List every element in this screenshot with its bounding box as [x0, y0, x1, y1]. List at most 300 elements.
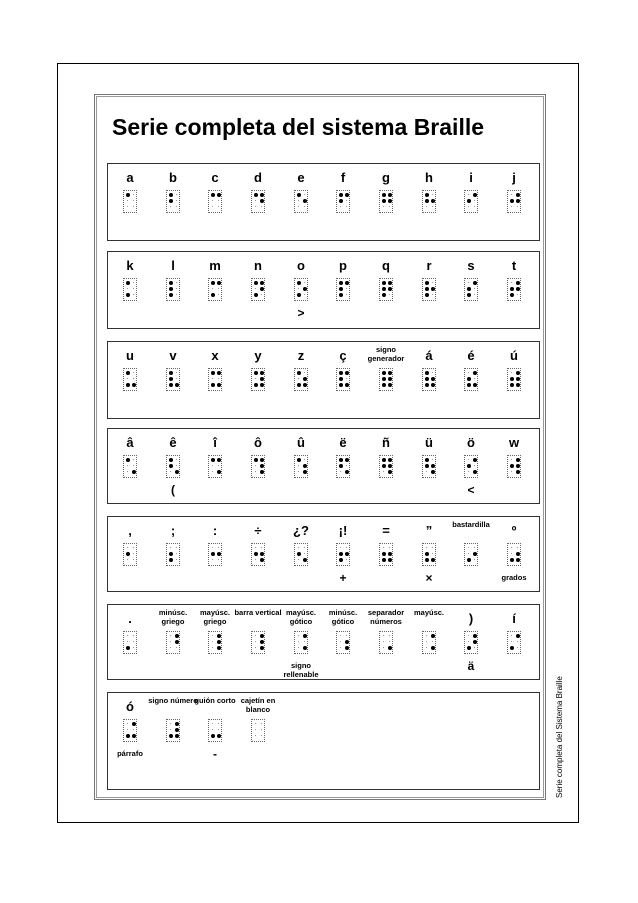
empty-dot	[432, 553, 434, 555]
empty-dot	[133, 559, 135, 561]
raised-dot	[388, 383, 392, 387]
raised-dot	[516, 193, 520, 197]
raised-dot	[382, 371, 386, 375]
empty-dot	[346, 200, 348, 202]
empty-dot	[298, 547, 300, 549]
raised-dot	[303, 377, 307, 381]
raised-dot	[339, 193, 343, 197]
braille-cell-label: c	[211, 170, 219, 185]
raised-dot	[467, 646, 471, 650]
braille-dot-cell	[208, 278, 222, 301]
braille-cell	[151, 429, 195, 503]
raised-dot	[345, 470, 349, 474]
braille-cell-label: á	[425, 348, 433, 363]
empty-dot	[298, 635, 300, 637]
braille-cell	[449, 252, 493, 328]
braille-cell	[108, 429, 152, 503]
raised-dot	[303, 646, 307, 650]
empty-dot	[304, 282, 306, 284]
empty-dot	[176, 465, 178, 467]
braille-cell-label: guión corto	[194, 696, 236, 705]
empty-dot	[255, 206, 257, 208]
braille-cell-label: j	[512, 170, 516, 185]
empty-dot	[468, 641, 470, 643]
raised-dot	[388, 646, 392, 650]
raised-dot	[211, 383, 215, 387]
raised-dot	[175, 634, 179, 638]
braille-dot-cell	[123, 719, 137, 742]
empty-dot	[255, 559, 257, 561]
raised-dot	[382, 558, 386, 562]
empty-dot	[426, 647, 428, 649]
empty-dot	[261, 547, 263, 549]
raised-dot	[303, 558, 307, 562]
raised-dot	[388, 464, 392, 468]
empty-dot	[432, 294, 434, 296]
empty-dot	[127, 465, 129, 467]
raised-dot	[431, 287, 435, 291]
raised-dot	[516, 199, 520, 203]
raised-dot	[260, 377, 264, 381]
raised-dot	[431, 558, 435, 562]
empty-dot	[468, 282, 470, 284]
empty-dot	[426, 206, 428, 208]
empty-dot	[383, 547, 385, 549]
braille-dot-cell	[251, 455, 265, 478]
braille-dot-cell	[166, 455, 180, 478]
raised-dot	[339, 458, 343, 462]
braille-dot-cell	[507, 631, 521, 654]
braille-cell	[321, 164, 365, 240]
braille-dot-cell	[336, 543, 350, 566]
raised-dot	[211, 552, 215, 556]
raised-dot	[345, 646, 349, 650]
empty-dot	[511, 547, 513, 549]
raised-dot	[217, 470, 221, 474]
empty-dot	[261, 735, 263, 737]
braille-dot-cell	[379, 190, 393, 213]
braille-cell-label: ,	[128, 523, 132, 538]
raised-dot	[382, 552, 386, 556]
raised-dot	[516, 287, 520, 291]
empty-dot	[511, 372, 513, 374]
empty-dot	[511, 635, 513, 637]
raised-dot	[388, 470, 392, 474]
empty-dot	[383, 471, 385, 473]
braille-dot-cell	[123, 455, 137, 478]
raised-dot	[425, 383, 429, 387]
empty-dot	[127, 559, 129, 561]
raised-dot	[425, 281, 429, 285]
braille-cell	[321, 342, 365, 418]
raised-dot	[217, 371, 221, 375]
empty-dot	[133, 194, 135, 196]
empty-dot	[218, 288, 220, 290]
empty-dot	[474, 559, 476, 561]
raised-dot	[345, 458, 349, 462]
raised-dot	[260, 287, 264, 291]
raised-dot	[473, 281, 477, 285]
braille-cell	[407, 252, 451, 328]
braille-cell-label: ü	[425, 435, 433, 450]
empty-dot	[212, 288, 214, 290]
braille-cell	[492, 342, 536, 418]
braille-cell	[321, 252, 365, 328]
empty-dot	[212, 378, 214, 380]
raised-dot	[339, 287, 343, 291]
empty-dot	[346, 465, 348, 467]
braille-cell-alt-label: ×	[425, 571, 433, 585]
raised-dot	[254, 383, 258, 387]
empty-dot	[517, 206, 519, 208]
empty-dot	[346, 635, 348, 637]
empty-dot	[176, 378, 178, 380]
empty-dot	[212, 206, 214, 208]
empty-dot	[133, 641, 135, 643]
braille-cell-label: â	[126, 435, 134, 450]
raised-dot	[516, 558, 520, 562]
empty-dot	[255, 465, 257, 467]
raised-dot	[510, 287, 514, 291]
braille-cell-label: mayúsc. griego	[199, 608, 231, 626]
braille-cell	[151, 517, 195, 591]
braille-dot-cell	[464, 543, 478, 566]
raised-dot	[388, 558, 392, 562]
braille-cell-label: minúsc. gótico	[328, 608, 358, 626]
raised-dot	[297, 293, 301, 297]
raised-dot	[425, 377, 429, 381]
empty-dot	[340, 641, 342, 643]
raised-dot	[297, 371, 301, 375]
braille-dot-cell	[166, 190, 180, 213]
braille-dot-cell	[294, 455, 308, 478]
raised-dot	[303, 470, 307, 474]
braille-dot-cell	[336, 455, 350, 478]
empty-dot	[426, 471, 428, 473]
raised-dot	[169, 552, 173, 556]
braille-cell-alt-label: +	[339, 571, 347, 585]
raised-dot	[169, 281, 173, 285]
braille-cell	[108, 252, 152, 328]
braille-cell	[108, 693, 152, 789]
raised-dot	[516, 552, 520, 556]
raised-dot	[388, 287, 392, 291]
braille-cell	[108, 605, 152, 679]
raised-dot	[169, 734, 173, 738]
raised-dot	[211, 293, 215, 297]
raised-dot	[132, 722, 136, 726]
empty-dot	[176, 206, 178, 208]
raised-dot	[260, 640, 264, 644]
raised-dot	[175, 470, 179, 474]
empty-dot	[255, 641, 257, 643]
raised-dot	[303, 634, 307, 638]
empty-dot	[176, 647, 178, 649]
empty-dot	[474, 288, 476, 290]
raised-dot	[175, 722, 179, 726]
braille-cell-label: x	[211, 348, 219, 363]
empty-dot	[426, 635, 428, 637]
braille-dot-cell	[294, 543, 308, 566]
empty-dot	[511, 459, 513, 461]
raised-dot	[382, 458, 386, 462]
braille-cell	[279, 517, 323, 591]
raised-dot	[339, 199, 343, 203]
raised-dot	[254, 193, 258, 197]
braille-dot-cell	[464, 631, 478, 654]
raised-dot	[297, 281, 301, 285]
braille-cell-label: î	[213, 435, 217, 450]
empty-dot	[474, 294, 476, 296]
braille-cell-label: ¿?	[293, 523, 309, 538]
empty-dot	[127, 200, 129, 202]
raised-dot	[339, 377, 343, 381]
raised-dot	[175, 383, 179, 387]
braille-dot-cell	[422, 278, 436, 301]
braille-dot-cell	[336, 278, 350, 301]
empty-dot	[511, 282, 513, 284]
empty-dot	[255, 288, 257, 290]
braille-cell-label: s	[467, 258, 475, 273]
braille-cell-label: =	[382, 523, 390, 538]
empty-dot	[298, 471, 300, 473]
braille-row-panel	[107, 516, 540, 592]
raised-dot	[211, 281, 215, 285]
raised-dot	[425, 371, 429, 375]
raised-dot	[382, 199, 386, 203]
raised-dot	[388, 199, 392, 203]
braille-cell-label: o	[297, 258, 305, 273]
empty-dot	[218, 547, 220, 549]
raised-dot	[303, 464, 307, 468]
empty-dot	[389, 547, 391, 549]
raised-dot	[260, 383, 264, 387]
braille-dot-cell	[507, 190, 521, 213]
empty-dot	[474, 647, 476, 649]
raised-dot	[467, 199, 471, 203]
empty-dot	[474, 378, 476, 380]
braille-cell	[321, 605, 365, 679]
raised-dot	[467, 293, 471, 297]
raised-dot	[175, 734, 179, 738]
empty-dot	[218, 206, 220, 208]
empty-dot	[176, 200, 178, 202]
raised-dot	[345, 552, 349, 556]
raised-dot	[516, 464, 520, 468]
empty-dot	[389, 206, 391, 208]
empty-dot	[340, 547, 342, 549]
empty-dot	[383, 206, 385, 208]
empty-dot	[261, 729, 263, 731]
empty-dot	[389, 294, 391, 296]
raised-dot	[260, 199, 264, 203]
braille-cell	[364, 164, 408, 240]
raised-dot	[339, 383, 343, 387]
raised-dot	[388, 377, 392, 381]
raised-dot	[217, 193, 221, 197]
empty-dot	[127, 641, 129, 643]
braille-dot-cell	[166, 278, 180, 301]
braille-cell	[193, 605, 237, 679]
raised-dot	[345, 193, 349, 197]
braille-cell-label: bastardilla	[452, 520, 490, 529]
empty-dot	[468, 206, 470, 208]
braille-dot-cell	[422, 455, 436, 478]
empty-dot	[212, 729, 214, 731]
raised-dot	[339, 464, 343, 468]
empty-dot	[517, 647, 519, 649]
braille-cell	[492, 252, 536, 328]
braille-cell-label: ô	[254, 435, 262, 450]
empty-dot	[255, 635, 257, 637]
empty-dot	[212, 465, 214, 467]
braille-dot-cell	[251, 368, 265, 391]
braille-cell	[151, 164, 195, 240]
side-caption: Serie completa del Sistema Braille	[555, 676, 564, 798]
raised-dot	[473, 640, 477, 644]
raised-dot	[382, 383, 386, 387]
raised-dot	[431, 377, 435, 381]
raised-dot	[169, 371, 173, 375]
empty-dot	[298, 559, 300, 561]
raised-dot	[211, 193, 215, 197]
empty-dot	[511, 194, 513, 196]
raised-dot	[260, 558, 264, 562]
empty-dot	[212, 200, 214, 202]
braille-cell	[492, 517, 536, 591]
braille-cell	[108, 517, 152, 591]
empty-dot	[218, 378, 220, 380]
braille-dot-cell	[166, 543, 180, 566]
raised-dot	[126, 293, 130, 297]
raised-dot	[126, 371, 130, 375]
raised-dot	[425, 293, 429, 297]
raised-dot	[126, 734, 130, 738]
braille-cell	[236, 252, 280, 328]
empty-dot	[255, 378, 257, 380]
raised-dot	[175, 728, 179, 732]
empty-dot	[474, 206, 476, 208]
empty-dot	[176, 459, 178, 461]
braille-cell	[236, 429, 280, 503]
raised-dot	[339, 552, 343, 556]
empty-dot	[176, 288, 178, 290]
empty-dot	[176, 547, 178, 549]
empty-dot	[133, 547, 135, 549]
braille-dot-cell	[379, 368, 393, 391]
braille-cell	[279, 164, 323, 240]
braille-dot-cell	[251, 543, 265, 566]
raised-dot	[303, 383, 307, 387]
raised-dot	[169, 458, 173, 462]
braille-cell	[236, 693, 280, 789]
raised-dot	[217, 640, 221, 644]
empty-dot	[304, 372, 306, 374]
braille-cell-label: :	[212, 523, 218, 538]
braille-dot-cell	[208, 543, 222, 566]
raised-dot	[126, 458, 130, 462]
raised-dot	[467, 383, 471, 387]
empty-dot	[304, 194, 306, 196]
empty-dot	[133, 206, 135, 208]
braille-cell-label: b	[169, 170, 177, 185]
raised-dot	[382, 287, 386, 291]
braille-dot-cell	[166, 719, 180, 742]
empty-dot	[127, 471, 129, 473]
braille-cell	[193, 429, 237, 503]
empty-dot	[261, 294, 263, 296]
braille-cell-label: ê	[169, 435, 177, 450]
empty-dot	[511, 641, 513, 643]
raised-dot	[510, 646, 514, 650]
braille-dot-cell	[123, 278, 137, 301]
raised-dot	[516, 634, 520, 638]
empty-dot	[133, 200, 135, 202]
empty-dot	[261, 723, 263, 725]
empty-dot	[176, 294, 178, 296]
raised-dot	[467, 287, 471, 291]
raised-dot	[510, 464, 514, 468]
raised-dot	[473, 458, 477, 462]
empty-dot	[468, 547, 470, 549]
raised-dot	[217, 646, 221, 650]
empty-dot	[176, 282, 178, 284]
raised-dot	[425, 287, 429, 291]
braille-cell-label: u	[126, 348, 134, 363]
raised-dot	[211, 734, 215, 738]
braille-cell-label: v	[169, 348, 177, 363]
raised-dot	[260, 371, 264, 375]
raised-dot	[339, 293, 343, 297]
raised-dot	[254, 371, 258, 375]
braille-dot-cell	[251, 190, 265, 213]
empty-dot	[426, 547, 428, 549]
empty-dot	[517, 294, 519, 296]
raised-dot	[425, 458, 429, 462]
raised-dot	[303, 287, 307, 291]
raised-dot	[467, 464, 471, 468]
braille-cell-label: l	[171, 258, 175, 273]
braille-dot-cell	[422, 190, 436, 213]
raised-dot	[516, 470, 520, 474]
raised-dot	[211, 458, 215, 462]
empty-dot	[426, 641, 428, 643]
raised-dot	[425, 464, 429, 468]
braille-cell	[364, 605, 408, 679]
braille-dot-cell	[336, 631, 350, 654]
raised-dot	[431, 646, 435, 650]
raised-dot	[339, 281, 343, 285]
raised-dot	[431, 634, 435, 638]
braille-cell	[492, 164, 536, 240]
empty-dot	[212, 471, 214, 473]
empty-dot	[255, 735, 257, 737]
raised-dot	[132, 734, 136, 738]
raised-dot	[388, 458, 392, 462]
braille-cell	[151, 252, 195, 328]
braille-dot-cell	[507, 455, 521, 478]
empty-dot	[212, 547, 214, 549]
braille-cell-label: mayúsc.	[413, 608, 445, 617]
empty-dot	[298, 465, 300, 467]
raised-dot	[260, 281, 264, 285]
braille-row-panel	[107, 163, 540, 241]
empty-dot	[304, 547, 306, 549]
raised-dot	[516, 383, 520, 387]
empty-dot	[304, 641, 306, 643]
braille-cell	[492, 429, 536, 503]
empty-dot	[127, 378, 129, 380]
